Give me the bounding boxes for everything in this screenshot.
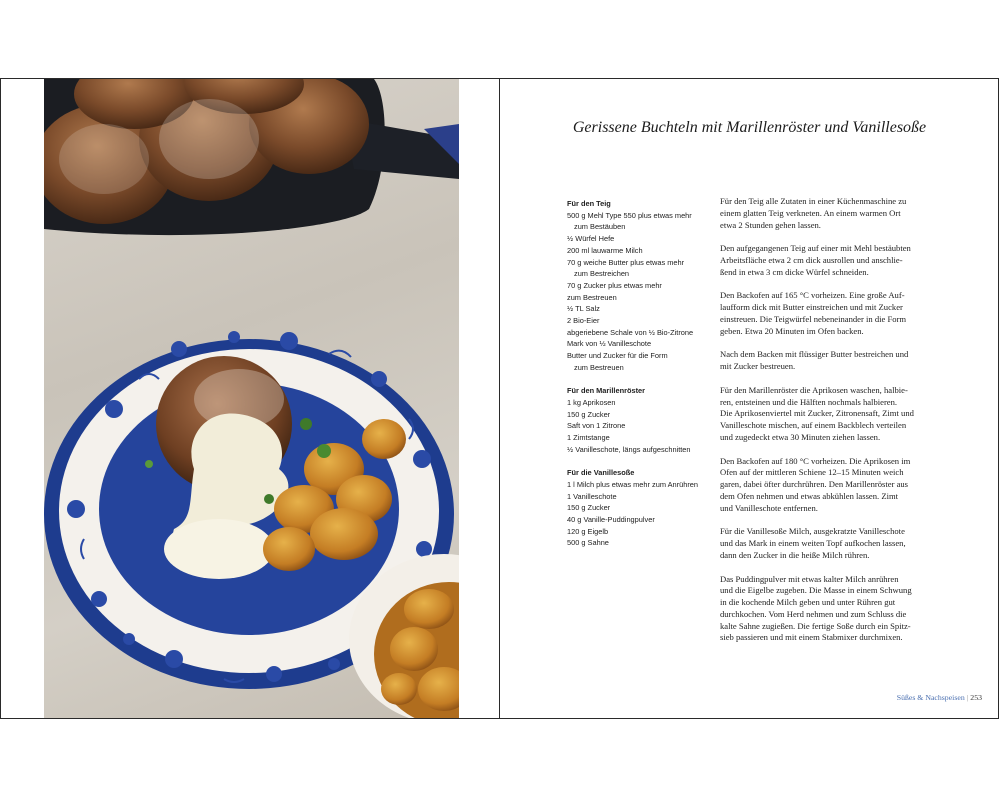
food-photo-illustration (44, 79, 459, 718)
ingredient-item: ½ Würfel Hefe (567, 234, 615, 244)
method-line: in die kochende Milch geben und unter Rühren gut (720, 597, 896, 608)
method-line: Für den Teig alle Zutaten in einer Küchenmaschine zu (720, 196, 907, 206)
ingredient-item: abgeriebene Schale von ½ Bio-Zitrone (567, 327, 694, 337)
method-line: Die Aprikosenviertel mit Zucker, Zitronensaft, Zimt und (720, 408, 914, 419)
method-line: Für den Marillenröster die Aprikosen waschen, halbie- (720, 384, 908, 395)
method-paragraph (720, 526, 962, 561)
ingredient-item: 40 g Vanille-Puddingpulver (567, 514, 655, 524)
method-line: kalte Sahne zugießen. Die fertige Soße durch ein Spitz- (720, 620, 911, 631)
method-line: durchkochen. Vom Herd nehmen und zum Schluss die (720, 608, 907, 619)
method-line: und Vanilleschote entfernen. (720, 502, 818, 513)
method-line: Das Puddingpulver mit etwas kalter Milch anrühren (720, 573, 899, 584)
ingredient-item: 1 l Milch plus etwas mehr zum Anrühren (567, 479, 699, 489)
method-line: Nach dem Backen mit flüssiger Butter bestreichen und (720, 349, 909, 360)
ingredient-item: zum Bestreuen (567, 292, 617, 302)
skillet (44, 79, 459, 235)
method-line: dann den Zucker in die heiße Milch rühren. (720, 549, 870, 560)
method-line: Den aufgegangenen Teig auf einer mit Mehl bestäubten (720, 243, 911, 254)
method-line: garen, dabei öfter durchrühren. Den Marillenröster aus (720, 479, 909, 490)
method-line: Den Backofen auf 165 °C vorheizen. Eine große Auf- (720, 290, 905, 301)
method-text (720, 196, 962, 656)
ingredient-item: 70 g weiche Butter plus etwas mehr (567, 257, 685, 267)
ingredient-group-gap (567, 374, 717, 386)
ingredient-item: Saft von 1 Zitrone (567, 421, 626, 431)
method-paragraph (720, 290, 962, 337)
ingredient-group-heading: Für den Teig (567, 199, 611, 208)
ingredient-item: 150 g Zucker (567, 409, 611, 419)
ingredient-group-heading: Für die Vanillesoße (567, 468, 635, 478)
ingredient-group-gap (567, 455, 717, 467)
ingredient-item: zum Bestreuen (574, 362, 624, 372)
footer-separator: | (966, 693, 969, 702)
ingredient-item: 150 g Zucker (567, 503, 611, 513)
method-line: und das Mark in einem weiten Topf aufkochen lassen, (720, 538, 906, 549)
method-line: sieb passieren und mit einem Stabmixer durchmixen. (720, 632, 903, 643)
ingredient-item: 2 Bio-Eier (567, 316, 600, 326)
page-number: 253 (970, 693, 982, 702)
ingredient-item: 120 g Eigelb (567, 526, 609, 536)
ingredient-item: Mark von ½ Vanilleschote (567, 339, 652, 349)
food-photo (44, 79, 459, 718)
ingredient-item: 1 kg Aprikosen (567, 397, 616, 407)
recipe-title: Gerissene Buchteln mit Marillenröster und Vanillesoße (572, 119, 927, 136)
method-paragraph (720, 385, 962, 444)
ingredient-item: 1 Vanilleschote (567, 491, 617, 501)
method-line: ren, entsteinen und die Hälften nochmals halbieren. (720, 396, 898, 407)
ingredient-item: 500 g Mehl Type 550 plus etwas mehr (567, 210, 692, 220)
right-page (501, 79, 998, 718)
method-paragraph (720, 349, 962, 373)
ingredient-item: ½ Vanilleschote, längs aufgeschnitten (567, 444, 691, 454)
page-footer (897, 693, 982, 702)
ingredient-item: ½ TL Salz (567, 304, 600, 314)
ingredient-item: zum Bestreichen (574, 269, 630, 279)
method-line: mit Zucker bestreuen. (720, 361, 796, 372)
method-line: laufform dick mit Butter einstreichen und mit Zucker (720, 302, 903, 313)
ingredient-item: 1 Zimtstange (567, 433, 610, 443)
method-line: Vanilleschote mischen, auf einem Backblech verteilen (720, 420, 907, 431)
method-line: und zugedeckt etwa 30 Minuten ziehen lassen. (720, 431, 881, 442)
ingredient-item: 200 ml lauwarme Milch (567, 245, 643, 255)
method-line: einstreuen. Die Teigwürfel nebeneinander in die Form (720, 313, 907, 324)
book-spread (0, 78, 999, 719)
method-paragraph (720, 243, 962, 278)
ingredient-group-heading: Für den Marillenröster (567, 386, 646, 396)
method-line: Den Backofen auf 180 °C vorheizen. Die Aprikosen im (720, 455, 911, 466)
method-line: Arbeitsfläche etwa 2 cm dick ausrollen und anschlie- (720, 254, 903, 265)
method-line: und die Eigelbe zugeben. Die Masse in einem Schwung (720, 585, 912, 596)
ingredient-item: Butter und Zucker für die Form (567, 351, 668, 361)
method-line: einem glatten Teig verkneten. An einem warmen Ort (720, 207, 901, 218)
ingredient-item: 70 g Zucker plus etwas mehr (567, 280, 662, 290)
ingredient-item: 500 g Sahne (567, 538, 609, 548)
method-paragraph (720, 574, 962, 645)
left-page (1, 79, 500, 718)
section-name: Süßes & Nachspeisen (896, 693, 965, 702)
method-line: dem Ofen nehmen und etwas abkühlen lassen. Zimt (720, 490, 899, 501)
method-line: Ofen auf der mittleren Schiene 12–15 Minuten weich (720, 467, 904, 478)
method-line: etwa 2 Stunden gehen lassen. (720, 219, 821, 230)
method-line: geben. Etwa 20 Minuten im Ofen backen. (720, 325, 864, 336)
method-paragraph (720, 196, 962, 231)
method-paragraph (720, 456, 962, 515)
ingredient-item: zum Bestäuben (574, 222, 626, 232)
method-line: Für die Vanillesoße Milch, ausgekratzte Vanilleschote (720, 526, 905, 537)
method-line: ßend in etwa 3 cm dicke Würfel schneiden. (720, 266, 869, 277)
ingredients-list (567, 198, 717, 549)
